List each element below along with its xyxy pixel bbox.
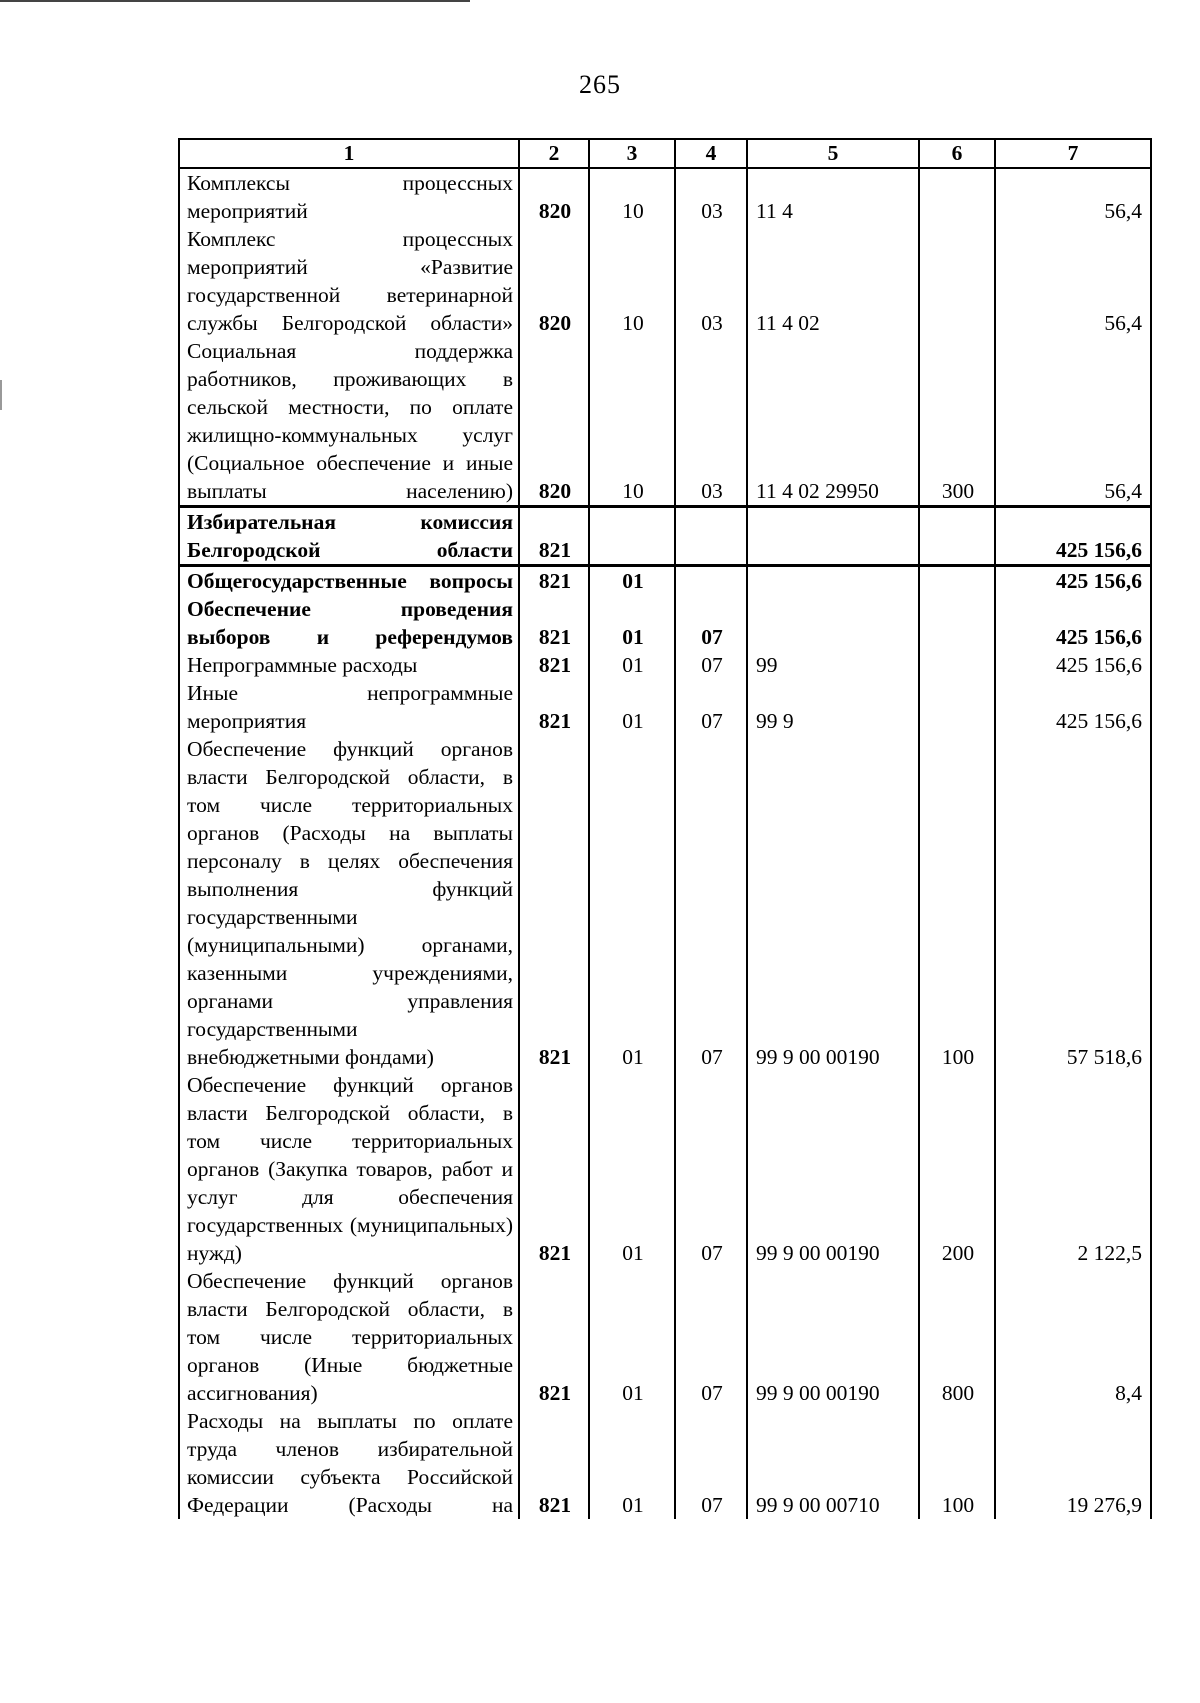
row-target-article: 99 [747,651,919,679]
row-subsection-code [675,566,747,596]
table-row [179,225,1151,337]
page-number: 265 [579,70,621,99]
scan-edge-line [0,0,470,2]
row-target-article [747,595,919,651]
row-expense-type: 200 [919,1071,995,1267]
table-row [179,1071,1151,1267]
row-amount: 56,4 [995,168,1151,225]
row-section-code: 10 [589,225,675,337]
row-name: Комплекс процессных мероприятий «Развитие государственной ветеринарной службы Белгородской области» [179,225,519,337]
row-ministry-code: 820 [519,225,589,337]
row-target-article: 99 9 00 00710 [747,1407,919,1519]
row-subsection-code [675,507,747,566]
row-subsection-code: 07 [675,651,747,679]
row-section-code: 01 [589,1071,675,1267]
row-subsection-code: 03 [675,168,747,225]
row-expense-type: 800 [919,1267,995,1407]
row-amount: 425 156,6 [995,651,1151,679]
row-subsection-code: 07 [675,679,747,735]
row-ministry-code: 821 [519,679,589,735]
row-name: Социальная поддержка работников, проживающих в сельской местности, по оплате жилищно-коммунальных услуг (Социальное обеспечение и иные выплаты населению) [179,337,519,507]
row-subsection-code: 07 [675,1071,747,1267]
row-target-article: 99 9 00 00190 [747,1267,919,1407]
row-name: Расходы на выплаты по оплате труда членов избирательной комиссии субъекта Российской Федерации (Расходы на [179,1407,519,1519]
row-name: Обеспечение функций органов власти Белгородской области, в том числе территориальных органов (Иные бюджетные ассигнования) [179,1267,519,1407]
row-subsection-code: 07 [675,1407,747,1519]
row-ministry-code: 821 [519,651,589,679]
column-header-7: 7 [995,139,1151,168]
table-row [179,595,1151,651]
table-row [179,735,1151,1071]
row-target-article [747,507,919,566]
row-ministry-code: 821 [519,1407,589,1519]
row-section-code [589,507,675,566]
column-header-2: 2 [519,139,589,168]
row-ministry-code: 821 [519,566,589,596]
row-amount: 56,4 [995,225,1151,337]
row-amount: 19 276,9 [995,1407,1151,1519]
table-row [179,507,1151,566]
budget-table [178,138,1152,1519]
row-subsection-code: 03 [675,225,747,337]
table-header-row [179,139,1151,168]
row-section-code: 01 [589,1407,675,1519]
row-ministry-code: 820 [519,337,589,507]
row-subsection-code: 07 [675,735,747,1071]
row-name: Общегосударственные вопросы [179,566,519,596]
column-header-3: 3 [589,139,675,168]
row-name: Непрограммные расходы [179,651,519,679]
row-amount: 425 156,6 [995,679,1151,735]
row-name: Обеспечение функций органов власти Белгородской области, в том числе территориальных органов (Закупка товаров, работ и услуг для обеспечения государственных (муниципальных) нужд) [179,1071,519,1267]
table-row [179,1267,1151,1407]
row-expense-type [919,225,995,337]
row-expense-type [919,507,995,566]
row-amount: 57 518,6 [995,735,1151,1071]
row-expense-type [919,679,995,735]
row-section-code: 01 [589,651,675,679]
scan-edge-mark [0,380,2,410]
row-target-article [747,566,919,596]
row-section-code: 01 [589,1267,675,1407]
row-expense-type: 100 [919,735,995,1071]
row-amount: 8,4 [995,1267,1151,1407]
table-row [179,679,1151,735]
row-expense-type [919,566,995,596]
row-target-article: 99 9 00 00190 [747,735,919,1071]
row-ministry-code: 821 [519,735,589,1071]
row-section-code: 01 [589,566,675,596]
row-section-code: 01 [589,595,675,651]
table-row [179,566,1151,596]
row-expense-type [919,595,995,651]
table-row [179,168,1151,225]
row-name: Избирательная комиссия Белгородской области [179,507,519,566]
row-name: Иные непрограммные мероприятия [179,679,519,735]
row-target-article: 99 9 00 00190 [747,1071,919,1267]
row-ministry-code: 821 [519,595,589,651]
row-target-article: 99 9 [747,679,919,735]
row-section-code: 10 [589,168,675,225]
row-amount: 425 156,6 [995,507,1151,566]
column-header-1: 1 [179,139,519,168]
row-expense-type: 100 [919,1407,995,1519]
row-name: Комплексы процессных мероприятий [179,168,519,225]
row-expense-type [919,168,995,225]
row-amount: 425 156,6 [995,595,1151,651]
row-amount: 2 122,5 [995,1071,1151,1267]
table-row [179,337,1151,507]
row-amount: 425 156,6 [995,566,1151,596]
row-ministry-code: 821 [519,1071,589,1267]
row-ministry-code: 821 [519,1267,589,1407]
table-row [179,651,1151,679]
row-subsection-code: 07 [675,1267,747,1407]
row-expense-type [919,651,995,679]
column-header-6: 6 [919,139,995,168]
row-section-code: 01 [589,679,675,735]
column-header-5: 5 [747,139,919,168]
row-target-article: 11 4 [747,168,919,225]
row-amount: 56,4 [995,337,1151,507]
row-ministry-code: 821 [519,507,589,566]
row-subsection-code: 07 [675,595,747,651]
row-name: Обеспечение функций органов власти Белгородской области, в том числе территориальных органов (Расходы на выплаты персоналу в целях обеспечения выполнения функций государственными (муниципальными) органами, казенными учреждениями, органами управления государственными внебюджетными фондами) [179,735,519,1071]
row-ministry-code: 820 [519,168,589,225]
row-name: Обеспечение проведения выборов и референдумов [179,595,519,651]
column-header-4: 4 [675,139,747,168]
table-row [179,1407,1151,1519]
row-expense-type: 300 [919,337,995,507]
row-section-code: 10 [589,337,675,507]
row-target-article: 11 4 02 [747,225,919,337]
row-target-article: 11 4 02 29950 [747,337,919,507]
row-subsection-code: 03 [675,337,747,507]
row-section-code: 01 [589,735,675,1071]
